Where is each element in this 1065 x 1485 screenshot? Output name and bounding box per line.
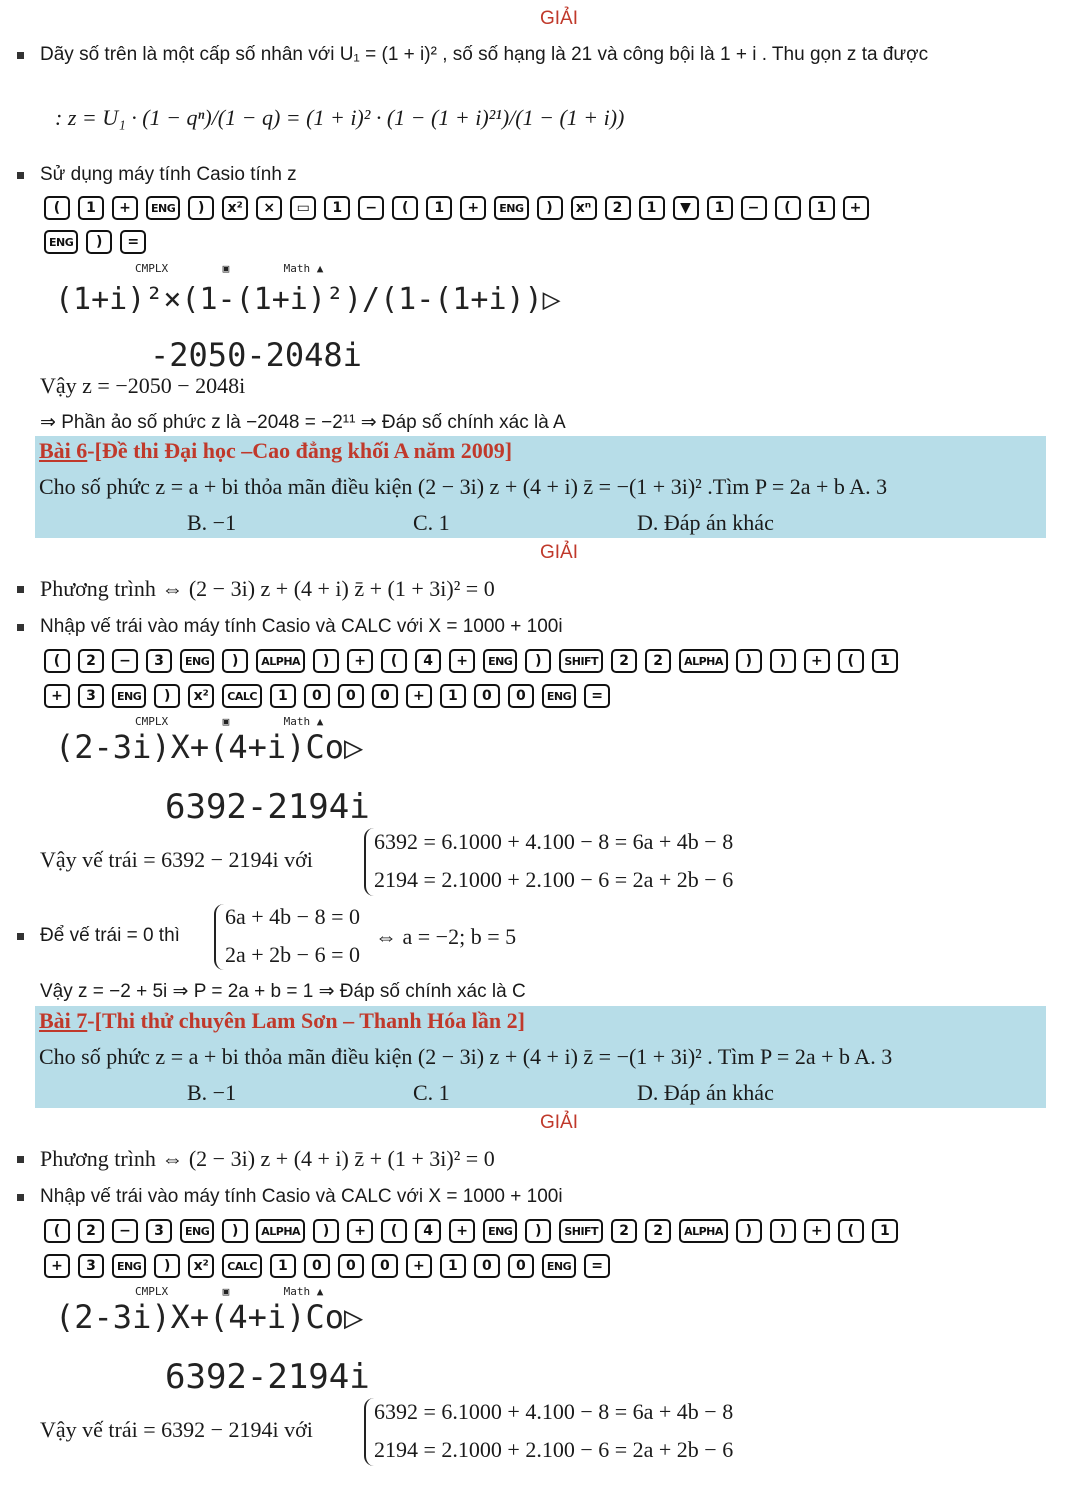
problem-6-title [39, 438, 512, 464]
calculator-key: ) [313, 1219, 339, 1243]
calculator-key: ALPHA [679, 649, 728, 673]
calculator-key: ) [770, 1219, 796, 1243]
calculator-key: 2 [605, 196, 631, 220]
system-line-2: 2194 = 2.1000 + 2.100 − 6 = 2a + 2b − 6 [374, 1437, 734, 1462]
calculator-key: 0 [372, 1254, 398, 1278]
sum-formula: : z = U₁ · (1 − qⁿ)/(1 − q) = (1 + i)² · (1 − (1 + i)²¹)/(1 − (1 + i)) [55, 105, 625, 130]
calculator-key: + [804, 649, 830, 673]
calculator-key: − [741, 196, 767, 220]
status-cmplx: CMPLX [135, 1285, 169, 1298]
calculator-key: ENG [483, 1219, 517, 1243]
calculator-key: ) [537, 196, 563, 220]
calculator-result-display: 6392-2194i [165, 1357, 370, 1397]
system-line-1: 6392 = 6.1000 + 4.100 − 8 = 6a + 4b − 8 [374, 1399, 734, 1424]
calculator-key: ) [525, 649, 551, 673]
calculator-result-display: -2050-2048i [150, 336, 362, 374]
calculator-key: ALPHA [679, 1219, 728, 1243]
left-side-value: Vậy vế trái = 6392 − 2194i với [40, 1417, 313, 1442]
calc-instruction-6: Nhập vế trái vào máy tính Casio và CALC với X = 1000 + 100i [40, 616, 563, 637]
calculator-key: + [449, 1219, 475, 1243]
answer-conclusion: ⇒ Phần ảo số phức z là −2048 = −2¹¹ ⇒ Đáp số chính xác là A [40, 412, 566, 433]
z-value: Vậy z = −2050 − 2048i [40, 373, 246, 398]
calculator-key: 1 [270, 684, 296, 708]
calculator-key: ALPHA [256, 1219, 305, 1243]
calculator-key: 1 [440, 684, 466, 708]
calculator-key: SHIFT [559, 649, 603, 673]
calculator-key: ) [736, 649, 762, 673]
calc-instruction-7: Nhập vế trái vào máy tính Casio và CALC với X = 1000 + 100i [40, 1186, 563, 1207]
status-icon: ▣ [222, 262, 230, 275]
calculator-key: ( [775, 196, 801, 220]
calculator-key: ( [44, 649, 70, 673]
calculator-key: 1 [872, 649, 898, 673]
calculator-key: 0 [508, 1254, 534, 1278]
calculator-key: ( [381, 649, 407, 673]
calculator-key: ) [188, 196, 214, 220]
calculator-key: 1 [707, 196, 733, 220]
calculator-key: + [804, 1219, 830, 1243]
calculator-key: 3 [146, 1219, 172, 1243]
answer-conclusion: Vậy z = −2 + 5i ⇒ P = 2a + b = 1 ⇒ Đáp số chính xác là C [40, 981, 526, 1002]
problem-6-box [35, 436, 1046, 538]
equation-6: Phương trình ⇔ (2 − 3i) z + (4 + i) z̄ + (1 + 3i)² = 0 [40, 576, 495, 601]
calculator-key: 0 [338, 684, 364, 708]
equation-7: Phương trình ⇔ (2 − 3i) z + (4 + i) z̄ + (1 + 3i)² = 0 [40, 1146, 495, 1171]
system-line-1: 6392 = 6.1000 + 4.100 − 8 = 6a + 4b − 8 [374, 829, 734, 854]
calculator-key: ) [154, 1254, 180, 1278]
casio-instruction: Sử dụng máy tính Casio tính z [40, 164, 297, 185]
calculator-input-display: (2-3i)X+(4+i)Co▷ [55, 728, 364, 766]
key-sequence-row1 [44, 649, 898, 673]
calculator-key: x² [188, 1254, 214, 1278]
calculator-key: 1 [426, 196, 452, 220]
calculator-input-display: (2-3i)X+(4+i)Co▷ [55, 1298, 364, 1336]
status-cmplx: CMPLX [135, 715, 169, 728]
calculator-key: 4 [415, 649, 441, 673]
key-sequence-row2 [44, 1254, 610, 1278]
calculator-key: 1 [872, 1219, 898, 1243]
calculator-key: 1 [440, 1254, 466, 1278]
calculator-key: ENG [112, 684, 146, 708]
system-eq-2: 2a + 2b − 6 = 0 [225, 942, 360, 967]
calculator-key: ( [838, 649, 864, 673]
calculator-key: − [112, 1219, 138, 1243]
calculator-key: ENG [180, 1219, 214, 1243]
calculator-key: = [120, 230, 146, 254]
calculator-key: CALC [222, 684, 262, 708]
calculator-key: + [44, 1254, 70, 1278]
calculator-key: = [584, 1254, 610, 1278]
calculator-key: × [256, 196, 282, 220]
calculator-key: ( [838, 1219, 864, 1243]
calculator-key: ENG [112, 1254, 146, 1278]
calculator-key: 3 [78, 684, 104, 708]
calculator-input-display: (1+i)²×(1-(1+i)²)/(1-(1+i))▷ [55, 282, 561, 317]
problem-6-question: Cho số phức z = a + bi thỏa mãn điều kiện (2 − 3i) z + (4 + i) z̄ = −(1 + 3i)² .Tìm P = 2a + b A. 3 [39, 474, 888, 499]
problem-6-source: -[Đề thi Đại học –Cao đẳng khối A năm 2009] [87, 438, 513, 463]
calculator-key: 0 [304, 684, 330, 708]
calculator-key: ALPHA [256, 649, 305, 673]
calculator-key: xⁿ [571, 196, 597, 220]
calculator-key: SHIFT [559, 1219, 603, 1243]
calculator-key: + [460, 196, 486, 220]
bullet [17, 1156, 24, 1163]
key-sequence-row1 [44, 1219, 898, 1243]
calculator-key: 1 [809, 196, 835, 220]
calculator-key: 1 [324, 196, 350, 220]
calculator-key: ( [44, 196, 70, 220]
calculator-key: ( [392, 196, 418, 220]
calculator-key: 1 [270, 1254, 296, 1278]
calculator-key: 0 [474, 684, 500, 708]
bullet [17, 1194, 24, 1201]
problem-7-option-d: D. Đáp án khác [637, 1080, 774, 1105]
status-icon: ▣ [222, 1285, 230, 1298]
problem-7-title [39, 1008, 525, 1034]
calculator-key: 2 [78, 649, 104, 673]
solution-heading: GIẢI [540, 8, 579, 29]
problem-6-option-b: B. −1 [187, 510, 237, 535]
bullet [17, 624, 24, 631]
calculator-key: 2 [611, 1219, 637, 1243]
calculator-key: + [347, 1219, 373, 1243]
calculator-key: ) [154, 684, 180, 708]
calculator-key: + [406, 1254, 432, 1278]
calculator-key: 0 [474, 1254, 500, 1278]
left-side-value: Vậy vế trái = 6392 − 2194i với [40, 847, 313, 872]
calculator-key: ENG [180, 649, 214, 673]
calculator-key: ) [222, 1219, 248, 1243]
system-solution: ⇔ a = −2; b = 5 [375, 924, 517, 949]
problem-7-source: -[Thi thử chuyên Lam Sơn – Thanh Hóa lần 2] [87, 1008, 525, 1033]
calculator-key: ▼ [673, 196, 699, 220]
status-math: Math ▲ [283, 262, 324, 275]
calculator-key: ▭ [290, 196, 316, 220]
calculator-key: ENG [542, 684, 576, 708]
key-sequence-row2 [44, 230, 146, 254]
calculator-key: ) [736, 1219, 762, 1243]
calculator-key: = [584, 684, 610, 708]
calculator-key: + [406, 684, 432, 708]
system-line-2: 2194 = 2.1000 + 2.100 − 6 = 2a + 2b − 6 [374, 867, 734, 892]
series-statement: Dãy số trên là một cấp số nhân với U₁ = (1 + i)² , số số hạng là 21 và công bội là 1 + i . Thu gọn z ta được [40, 44, 929, 65]
calculator-key: 0 [304, 1254, 330, 1278]
calculator-key: + [112, 196, 138, 220]
problem-7-question: Cho số phức z = a + bi thỏa mãn điều kiện (2 − 3i) z + (4 + i) z̄ = −(1 + 3i)² . Tìm P = 2a + b A. 3 [39, 1044, 893, 1069]
calculator-key: + [44, 684, 70, 708]
calculator-key: + [347, 649, 373, 673]
key-sequence-row1 [44, 196, 869, 220]
problem-6-option-d: D. Đáp án khác [637, 510, 774, 535]
problem-7-option-c: C. 1 [413, 1080, 450, 1105]
calculator-key: ( [381, 1219, 407, 1243]
zero-condition: Để vế trái = 0 thì [40, 925, 180, 946]
calculator-key: 2 [611, 649, 637, 673]
solution-heading: GIẢI [540, 542, 579, 563]
problem-7-box [35, 1006, 1046, 1108]
status-math: Math ▲ [283, 1285, 324, 1298]
calculator-key: ENG [146, 196, 180, 220]
problem-7-option-b: B. −1 [187, 1080, 237, 1105]
calculator-key: x² [188, 684, 214, 708]
calculator-key: ( [44, 1219, 70, 1243]
calculator-key: − [112, 649, 138, 673]
key-sequence-row2 [44, 684, 610, 708]
calculator-key: ) [313, 649, 339, 673]
problem-7-number: Bài 7 [39, 1008, 88, 1033]
bullet [17, 586, 24, 593]
bullet [17, 933, 24, 940]
calculator-key: ) [222, 649, 248, 673]
calculator-key: 4 [415, 1219, 441, 1243]
calculator-key: 3 [78, 1254, 104, 1278]
calculator-key: 0 [372, 684, 398, 708]
problem-6-option-c: C. 1 [413, 510, 450, 535]
calculator-key: ENG [483, 649, 517, 673]
calculator-key: 0 [338, 1254, 364, 1278]
calculator-result-display: 6392-2194i [165, 787, 370, 827]
calculator-key: 3 [146, 649, 172, 673]
calculator-key: 2 [645, 1219, 671, 1243]
calculator-key: ENG [44, 230, 78, 254]
calculator-key: + [449, 649, 475, 673]
problem-6-number: Bài 6 [39, 438, 88, 463]
status-math: Math ▲ [283, 715, 324, 728]
calculator-key: − [358, 196, 384, 220]
calculator-key: ) [770, 649, 796, 673]
calculator-key: 2 [645, 649, 671, 673]
calculator-key: ENG [494, 196, 528, 220]
calculator-key: ENG [542, 1254, 576, 1278]
solution-heading: GIẢI [540, 1112, 579, 1133]
status-cmplx: CMPLX [135, 262, 169, 275]
calculator-key: ) [525, 1219, 551, 1243]
calculator-status-bar [135, 259, 355, 277]
calculator-key: 0 [508, 684, 534, 708]
calculator-key: 1 [78, 196, 104, 220]
bullet [17, 52, 24, 59]
calculator-key: 2 [78, 1219, 104, 1243]
calculator-key: + [843, 196, 869, 220]
system-eq-1: 6a + 4b − 8 = 0 [225, 904, 360, 929]
calculator-key: 1 [639, 196, 665, 220]
calculator-key: ) [86, 230, 112, 254]
bullet [17, 172, 24, 179]
calculator-key: CALC [222, 1254, 262, 1278]
calculator-key: x² [222, 196, 248, 220]
status-icon: ▣ [222, 715, 230, 728]
